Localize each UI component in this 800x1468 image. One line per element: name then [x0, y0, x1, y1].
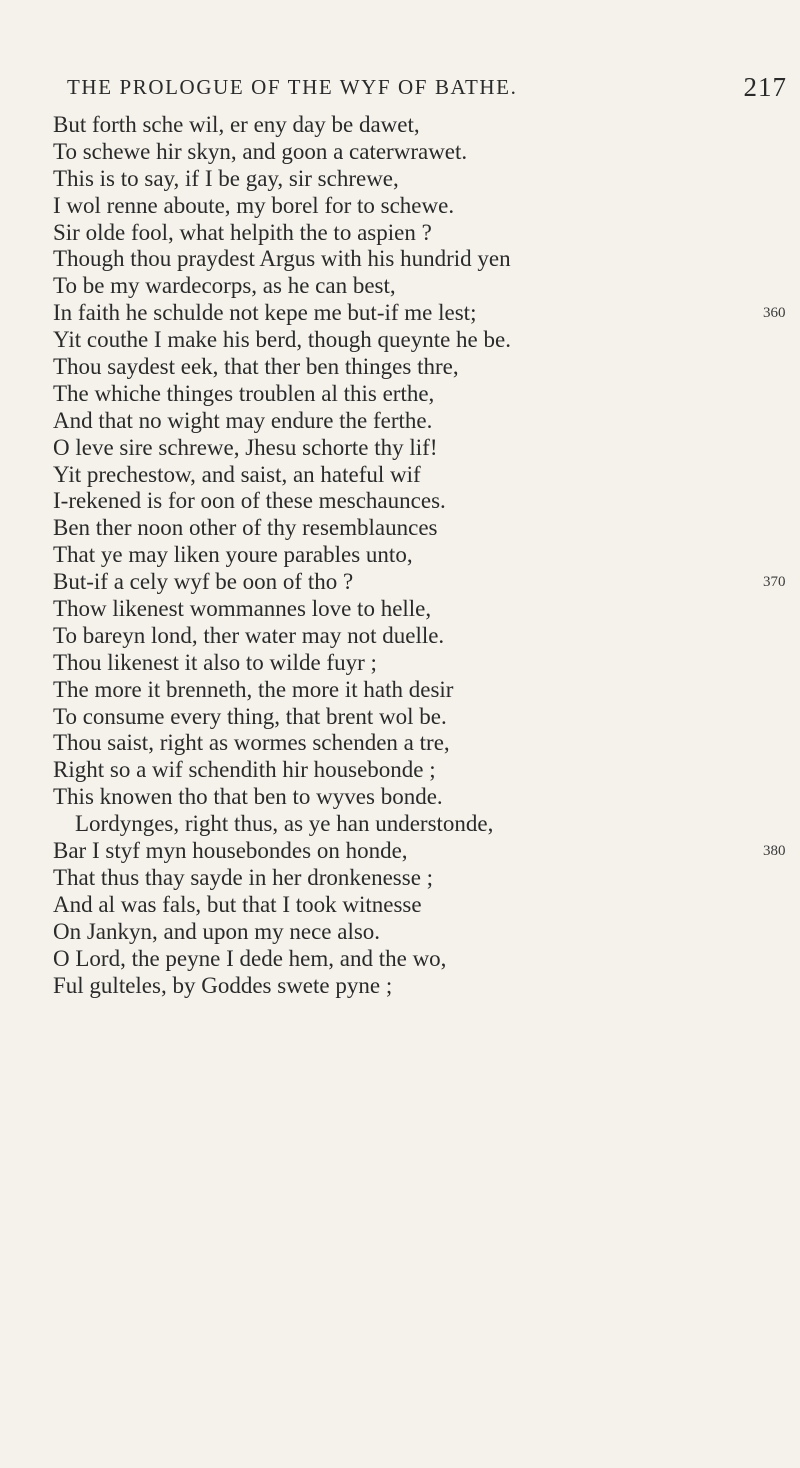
line-number: 370: [763, 574, 786, 591]
poem-line: [53, 865, 793, 892]
poem-line: [53, 327, 793, 354]
poem-line-text: But-if a cely wyf be oon of tho ?: [53, 569, 354, 595]
poem-line: [53, 730, 793, 757]
poem-line: [53, 112, 793, 139]
poem-line: [53, 354, 793, 381]
poem-line-text: Thou saydest eek, that ther ben thinges thre,: [53, 354, 459, 380]
poem-line: [53, 650, 793, 677]
poem-line-text: Ful gulteles, by Goddes swete pyne ;: [53, 972, 393, 998]
poem-line: [53, 246, 793, 273]
poem-line: [53, 381, 793, 408]
poem-line-text: Bar I styf myn housebondes on honde,: [53, 838, 408, 864]
poem-line: [53, 193, 793, 220]
poem-line: [53, 408, 793, 435]
poem-line-text: Thou saist, right as wormes schenden a tre,: [53, 730, 450, 756]
poem-line-text: The whiche thinges troublen al this erthe,: [53, 380, 435, 406]
poem-line: [53, 569, 793, 596]
poem-line: [53, 462, 793, 489]
poem-line: [53, 892, 793, 919]
poem-line: [53, 273, 793, 300]
page-header: [67, 72, 787, 107]
running-head: THE PROLOGUE OF THE WYF OF BATHE.: [67, 75, 518, 99]
poem-line: [53, 139, 793, 166]
poem-line-text: But forth sche wil, er eny day be dawet,: [53, 112, 420, 137]
poem-line: [53, 757, 793, 784]
poem-line-text: Sir olde fool, what helpith the to aspien ?: [53, 219, 432, 245]
poem-line: [53, 677, 793, 704]
poem-line-text: Thou likenest it also to wilde fuyr ;: [53, 649, 377, 675]
poem-line-text: To consume every thing, that brent wol be.: [53, 703, 447, 729]
poem-line-text: Thow likenest wommannes love to helle,: [53, 596, 432, 622]
poem-line: [53, 973, 793, 1000]
poem-line: [53, 784, 793, 811]
poem-line-text: I wol renne aboute, my borel for to schewe.: [53, 192, 455, 218]
poem-line-text: Lordynges, right thus, as ye han understonde,: [75, 811, 494, 837]
poem-line-text: Ben ther noon other of thy resemblaunces: [53, 515, 438, 541]
poem-line: [53, 488, 793, 515]
poem-line: [53, 300, 793, 327]
poem-line: [53, 166, 793, 193]
poem-line-text: Right so a wif schendith hir housebonde ;: [53, 757, 436, 783]
poem-line-text: Yit prechestow, and saist, an hateful wif: [53, 461, 421, 487]
poem-line-text: To schewe hir skyn, and goon a caterwrawet.: [53, 138, 468, 164]
poem-line: [53, 220, 793, 247]
poem-line-text: That thus thay sayde in her dronkenesse ;: [53, 864, 434, 890]
poem-line: [53, 811, 793, 838]
poem-line-text: I-rekened is for oon of these meschaunces.: [53, 488, 446, 514]
poem-line-text: To be my wardecorps, as he can best,: [53, 273, 396, 299]
poem-line: [53, 515, 793, 542]
poem-line-text: O Lord, the peyne I dede hem, and the wo,: [53, 945, 447, 971]
poem-line-text: That ye may liken youre parables unto,: [53, 542, 413, 568]
poem-line-text: This knowen tho that ben to wyves bonde.: [53, 784, 443, 810]
line-number: 380: [763, 843, 786, 860]
poem-line: [53, 623, 793, 650]
poem-line-text: To bareyn lond, ther water may not duelle.: [53, 622, 445, 648]
poem-line-text: This is to say, if I be gay, sir schrewe,: [53, 165, 399, 191]
poem-line-text: In faith he schulde not kepe me but-if me lest;: [53, 300, 477, 326]
poem-line: [53, 704, 793, 731]
poem-line: [53, 435, 793, 462]
poem-text: [53, 112, 793, 999]
poem-line-text: Yit couthe I make his berd, though queynte he be.: [53, 327, 511, 353]
poem-line: [53, 596, 793, 623]
page-number: 217: [743, 72, 787, 102]
poem-line: [53, 542, 793, 569]
poem-line-text: And al was fals, but that I took witnesse: [53, 891, 422, 917]
poem-line: [53, 946, 793, 973]
poem-line: [53, 838, 793, 865]
poem-line-text: On Jankyn, and upon my nece also.: [53, 918, 381, 944]
poem-line-text: O leve sire schrewe, Jhesu schorte thy lif!: [53, 434, 438, 460]
poem-line-text: The more it brenneth, the more it hath desir: [53, 676, 454, 702]
poem-line-text: Though thou praydest Argus with his hundrid yen: [53, 246, 511, 272]
poem-line: [53, 919, 793, 946]
poem-line-text: And that no wight may endure the ferthe.: [53, 407, 433, 433]
line-number: 360: [763, 305, 786, 322]
